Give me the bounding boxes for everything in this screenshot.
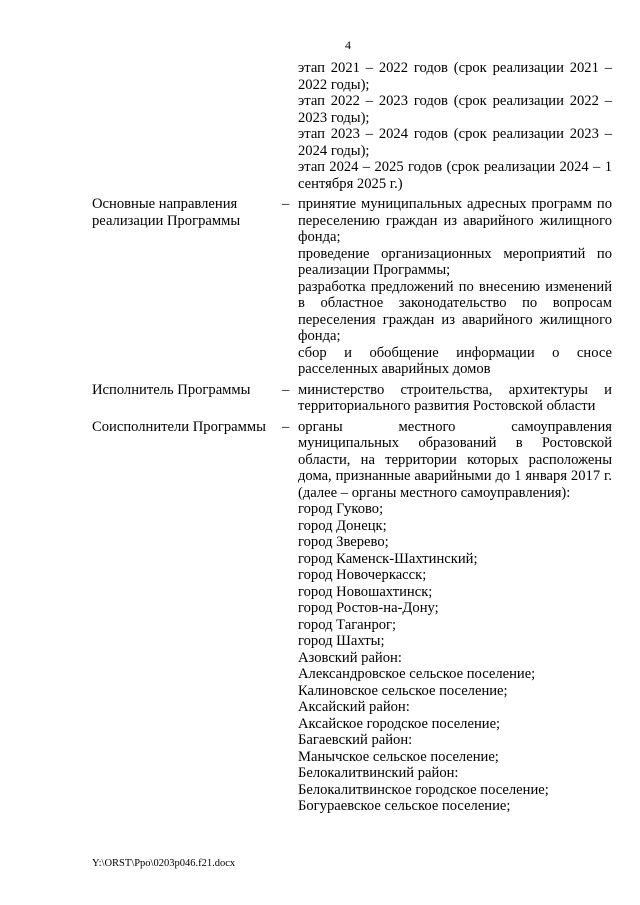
page-number: 4 — [345, 38, 351, 52]
direction-item: разработка предложений по внесению изменений в областное законодательство по вопросам переселения граждан из аварийного жилищного фонда; — [298, 278, 612, 344]
executor-value — [298, 382, 612, 415]
coexecutor-item: Богураевское сельское поселение; — [298, 798, 511, 814]
stage-item: этап 2024 – 2025 годов (срок реализации 2024 – 1 сентября 2025 г.) — [298, 159, 612, 192]
program-passport — [92, 60, 612, 819]
coexecutors-label: Соисполнители Программы — [92, 418, 266, 435]
stages-label — [92, 60, 282, 192]
executor-label: Исполнитель Программы — [92, 381, 251, 398]
coexecutor-item: город Ростов-на-Дону; — [298, 600, 439, 616]
stage-item: этап 2021 – 2022 годов (срок реализации 2021 – 2022 годы); — [298, 60, 612, 93]
coexecutor-item: Манычское сельское поселение; — [298, 748, 499, 765]
executor-row — [92, 382, 612, 415]
coexecutors-row — [92, 419, 612, 815]
executor-dash: – — [282, 381, 290, 398]
coexecutor-item: город Новошахтинск; — [298, 583, 433, 600]
direction-item: проведение организационных мероприятий по реализации Программы; — [298, 245, 612, 278]
stage-item: этап 2023 – 2024 годов (срок реализации 2023 – 2024 годы); — [298, 126, 612, 159]
coexecutor-item: Калиновское сельское поселение; — [298, 682, 508, 699]
coexecutor-item: город Шахты; — [298, 633, 385, 649]
coexecutor-item: Багаевский район: — [298, 732, 413, 748]
stages-row — [92, 60, 612, 192]
stages-dash — [282, 60, 298, 192]
coexecutor-item: Аксайское городское поселение; — [298, 715, 501, 732]
directions-row — [92, 196, 612, 378]
coexecutor-item: Белокалитвинское городское поселение; — [298, 781, 549, 798]
coexecutor-item: Аксайский район: — [298, 699, 410, 715]
stage-item: этап 2022 – 2023 годов (срок реализации 2022 – 2023 годы); — [298, 93, 612, 126]
directions-list — [298, 196, 612, 378]
coexecutor-item: город Новочеркасск; — [298, 567, 427, 583]
direction-item: принятие муниципальных адресных программ по переселению граждан из аварийного жилищного фонда; — [298, 196, 612, 245]
coexecutor-item: Азовский район: — [298, 649, 402, 666]
coexecutor-item: Белокалитвинский район: — [298, 765, 459, 781]
coexecutor-item: город Гуково; — [298, 501, 384, 517]
footer-file-path: Y:\ORST\Ppo\0203p046.f21.docx — [92, 858, 236, 869]
coexecutor-item: город Донецк; — [298, 517, 387, 534]
coexecutor-item: Александровское сельское поселение; — [298, 666, 536, 682]
executor-text: министерство строительства, архитектуры и территориального развития Ростовской области — [298, 381, 612, 414]
coexecutors-list — [298, 419, 612, 815]
direction-item: сбор и обобщение информации о сносе расселенных аварийных домов — [298, 344, 612, 377]
coexecutor-item: город Таганрог; — [298, 616, 397, 633]
coexecutor-item: город Зверево; — [298, 534, 389, 550]
directions-dash: – — [282, 196, 290, 212]
coexecutors-intro: органы местного самоуправления муниципальных образований в Ростовской области, на территории которых расположены дома, признанные аварийными до 1 января 2017 г. (далее – органы местного самоуправления): — [298, 418, 612, 501]
coexecutor-item: город Каменск-Шахтинский; — [298, 550, 478, 567]
directions-label: Основные направления реализации Программы — [92, 196, 241, 229]
stages-list — [298, 60, 612, 192]
coexecutors-dash: – — [282, 418, 290, 435]
